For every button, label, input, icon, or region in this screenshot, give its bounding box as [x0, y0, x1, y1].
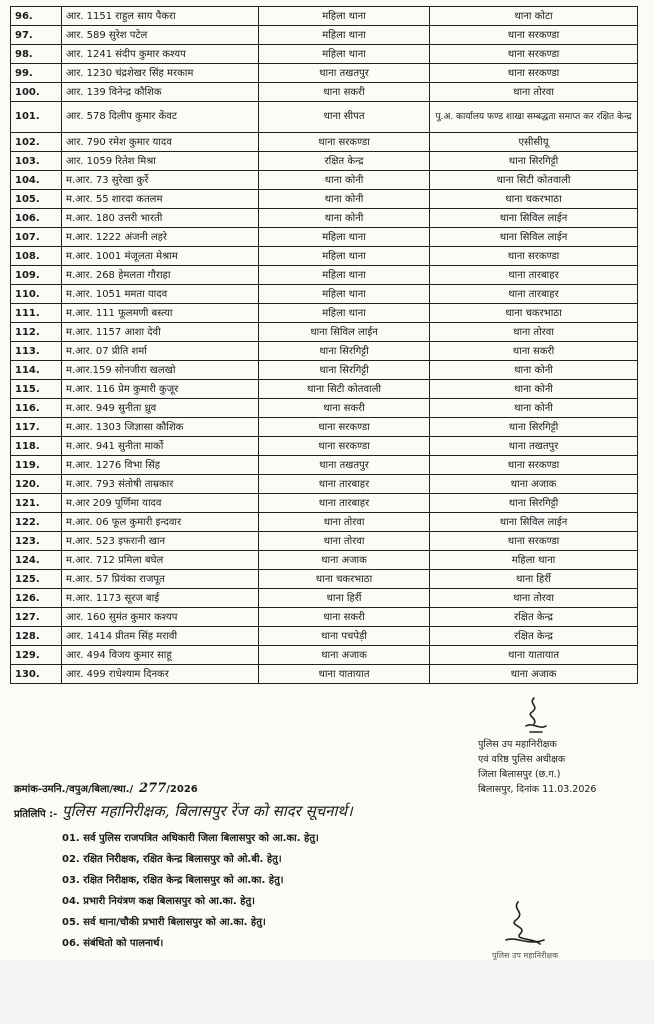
table-row [11, 475, 638, 494]
to-station-cell: थाना सिरगिट्टी [430, 494, 638, 513]
name-cell: आर. 589 सुरेश पटेल [62, 26, 259, 45]
serial-cell: 112. [11, 323, 62, 342]
to-station-cell: एसीसीयू [430, 133, 638, 152]
from-station-cell: महिला थाना [259, 266, 430, 285]
name-cell: आर. 499 राधेश्याम दिनकर [62, 665, 259, 684]
from-station-cell: थाना कोनी [259, 171, 430, 190]
table-row [11, 551, 638, 570]
to-station-cell: थाना कोटा [430, 7, 638, 26]
to-station-cell: थाना सिरगिट्टी [430, 152, 638, 171]
name-cell: म.आर. 116 प्रेम कुमारी कुजूर [62, 380, 259, 399]
table-row [11, 494, 638, 513]
name-cell: आर. 494 विजय कुमार साहू [62, 646, 259, 665]
to-station-cell: थाना अजाक [430, 665, 638, 684]
name-cell: आर. 1241 संदीप कुमार कश्यप [62, 45, 259, 64]
serial-cell: 118. [11, 437, 62, 456]
from-station-cell: थाना यातायात [259, 665, 430, 684]
distribution-item: 03. रक्षित निरीक्षक, रक्षित केन्द्र बिलासपुर को आ.का. हेतु। [62, 875, 284, 886]
from-station-cell: थाना चकरभाठा [259, 570, 430, 589]
from-station-cell: थाना तखतपुर [259, 456, 430, 475]
distribution-item: 05. सर्व थाना/चौकी प्रभारी बिलासपुर को आ.का. हेतु। [62, 917, 266, 928]
distribution-item: 01. सर्व पुलिस राजपत्रित अधिकारी जिला बिलासपुर को आ.का. हेतु। [62, 833, 319, 844]
from-station-cell: थाना सरकण्डा [259, 133, 430, 152]
to-station-cell: पु.अ. कार्यालय फण्ड शाखा सम्बद्धता समाप्त कर रक्षित केन्द्र [430, 102, 638, 133]
bottom-strip [0, 960, 654, 1024]
officer-line-1: पुलिस उप महानिरीक्षक [478, 739, 557, 750]
second-signature-mark [498, 900, 548, 948]
name-cell: म.आर. 268 हेमलता गौराहा [62, 266, 259, 285]
to-station-cell: थाना तोरवा [430, 323, 638, 342]
to-station-cell: थाना सरकण्डा [430, 26, 638, 45]
to-station-cell: रक्षित केन्द्र [430, 608, 638, 627]
to-station-cell: थाना तारबाहर [430, 266, 638, 285]
copy-label: प्रतिलिपि :- [14, 809, 58, 820]
table-row [11, 26, 638, 45]
serial-cell: 104. [11, 171, 62, 190]
reference-printed: क्रमांक-उमनि./वपुअ/बिला/स्था./ [14, 784, 134, 795]
table-row [11, 152, 638, 171]
serial-cell: 100. [11, 83, 62, 102]
reference-year: /2026 [166, 784, 198, 795]
footer-fragment: पुलिस उप महानिरीक्षक [492, 951, 559, 960]
to-station-cell: थाना सरकण्डा [430, 64, 638, 83]
name-cell: म.आर. 06 फूल कुमारी इन्दवार [62, 513, 259, 532]
table-row [11, 437, 638, 456]
to-station-cell: थाना सरकण्डा [430, 456, 638, 475]
serial-cell: 106. [11, 209, 62, 228]
table-row [11, 361, 638, 380]
name-cell: आर. 139 विनेन्द्र कौशिक [62, 83, 259, 102]
distribution-list [62, 828, 319, 954]
name-cell: आर. 1151 राहुल साय पैकरा [62, 7, 259, 26]
to-station-cell: थाना चकरभाठा [430, 304, 638, 323]
serial-cell: 111. [11, 304, 62, 323]
officer-line-4: बिलासपुर, दिनांक 11.03.2026 [478, 784, 597, 795]
name-cell: आर. 578 दिलीप कुमार केंवट [62, 102, 259, 133]
serial-cell: 107. [11, 228, 62, 247]
serial-cell: 103. [11, 152, 62, 171]
table-row [11, 266, 638, 285]
from-station-cell: महिला थाना [259, 45, 430, 64]
to-station-cell: थाना सिविल लाईन [430, 228, 638, 247]
to-station-cell: थाना सिविल लाईन [430, 209, 638, 228]
name-cell: म.आर. 180 उत्तरी भारती [62, 209, 259, 228]
serial-cell: 128. [11, 627, 62, 646]
table-row [11, 83, 638, 102]
reference-number [14, 781, 198, 796]
name-cell: म.आर. 1051 ममता यादव [62, 285, 259, 304]
to-station-cell: थाना सकरी [430, 342, 638, 361]
table-row [11, 380, 638, 399]
name-cell: आर. 160 सुमंत कुमार कश्यप [62, 608, 259, 627]
to-station-cell: थाना अजाक [430, 475, 638, 494]
from-station-cell: रक्षित केन्द्र [259, 152, 430, 171]
name-cell: आर. 1230 चंद्रशेखर सिंह मरकाम [62, 64, 259, 83]
serial-cell: 122. [11, 513, 62, 532]
table-row [11, 209, 638, 228]
serial-cell: 96. [11, 7, 62, 26]
from-station-cell: थाना सीपत [259, 102, 430, 133]
table-row [11, 456, 638, 475]
to-station-cell: थाना चकरभाठा [430, 190, 638, 209]
to-station-cell: थाना सरकण्डा [430, 45, 638, 64]
to-station-cell: थाना तखतपुर [430, 437, 638, 456]
table-row [11, 304, 638, 323]
table-row [11, 646, 638, 665]
serial-cell: 110. [11, 285, 62, 304]
serial-cell: 102. [11, 133, 62, 152]
serial-cell: 119. [11, 456, 62, 475]
table-row [11, 665, 638, 684]
from-station-cell: थाना सरकण्डा [259, 437, 430, 456]
name-cell: म.आर. 523 इफरानी खान [62, 532, 259, 551]
officer-line-3: जिला बिलासपुर (छ.ग.) [478, 769, 561, 780]
name-cell: म.आर. 1222 अंजनी लहरे [62, 228, 259, 247]
to-station-cell: थाना कोनी [430, 399, 638, 418]
table-row [11, 399, 638, 418]
serial-cell: 125. [11, 570, 62, 589]
to-station-cell: थाना यातायात [430, 646, 638, 665]
from-station-cell: थाना तखतपुर [259, 64, 430, 83]
serial-cell: 127. [11, 608, 62, 627]
from-station-cell: महिला थाना [259, 304, 430, 323]
transfer-table-body [11, 7, 638, 684]
name-cell: म.आर. 07 प्रीति शर्मा [62, 342, 259, 361]
name-cell: म.आर. 1276 विभा सिंह [62, 456, 259, 475]
to-station-cell: थाना सरकण्डा [430, 532, 638, 551]
serial-cell: 98. [11, 45, 62, 64]
from-station-cell: थाना सिविल लाईन [259, 323, 430, 342]
distribution-item: 06. संबंधितो को पालनार्थ। [62, 938, 164, 949]
to-station-cell: थाना कोनी [430, 380, 638, 399]
name-cell: म.आर. 55 शारदा कतलम [62, 190, 259, 209]
to-station-cell: थाना सिरगिट्टी [430, 418, 638, 437]
name-cell: म.आर. 111 फूलमणी बस्त्या [62, 304, 259, 323]
table-row [11, 133, 638, 152]
name-cell: म.आर 209 पूर्णिमा यादव [62, 494, 259, 513]
from-station-cell: महिला थाना [259, 285, 430, 304]
serial-cell: 101. [11, 102, 62, 133]
from-station-cell: थाना तोरवा [259, 532, 430, 551]
table-row [11, 342, 638, 361]
serial-cell: 114. [11, 361, 62, 380]
from-station-cell: थाना सिरगिट्टी [259, 361, 430, 380]
name-cell: आर. 1059 रितेश मिश्रा [62, 152, 259, 171]
from-station-cell: महिला थाना [259, 7, 430, 26]
name-cell: म.आर. 73 सुरेखा कुर्रे [62, 171, 259, 190]
table-row [11, 570, 638, 589]
serial-cell: 117. [11, 418, 62, 437]
from-station-cell: थाना सिरगिट्टी [259, 342, 430, 361]
table-row [11, 102, 638, 133]
table-row [11, 589, 638, 608]
from-station-cell: थाना तारबाहर [259, 475, 430, 494]
officer-line-2: एवं वरिष्ठ पुलिस अधीक्षक [478, 754, 566, 765]
name-cell: म.आर. 793 संतोषी ताम्रकार [62, 475, 259, 494]
serial-cell: 120. [11, 475, 62, 494]
table-row [11, 418, 638, 437]
distribution-item: 04. प्रभारी नियंत्रण कक्ष बिलासपुर को आ.का. हेतु। [62, 896, 255, 907]
serial-cell: 116. [11, 399, 62, 418]
name-cell: म.आर.159 सोनजीरा खलखो [62, 361, 259, 380]
table-row [11, 228, 638, 247]
serial-cell: 115. [11, 380, 62, 399]
from-station-cell: महिला थाना [259, 26, 430, 45]
table-row [11, 171, 638, 190]
table-row [11, 608, 638, 627]
table-row [11, 513, 638, 532]
name-cell: म.आर. 1157 आशा देवी [62, 323, 259, 342]
serial-cell: 121. [11, 494, 62, 513]
transfer-table [10, 6, 638, 684]
from-station-cell: थाना पचपेड़ी [259, 627, 430, 646]
serial-cell: 99. [11, 64, 62, 83]
to-station-cell: थाना कोनी [430, 361, 638, 380]
from-station-cell: महिला थाना [259, 228, 430, 247]
table-row [11, 64, 638, 83]
serial-cell: 113. [11, 342, 62, 361]
name-cell: आर. 1414 प्रीतम सिंह मरावी [62, 627, 259, 646]
name-cell: आर. 790 रमेश कुमार यादव [62, 133, 259, 152]
from-station-cell: थाना हिर्री [259, 589, 430, 608]
from-station-cell: महिला थाना [259, 247, 430, 266]
name-cell: म.आर. 949 सुनीता ध्रुव [62, 399, 259, 418]
to-station-cell: थाना सिटी कोतवाली [430, 171, 638, 190]
name-cell: म.आर. 57 प्रियंका राजपूत [62, 570, 259, 589]
serial-cell: 97. [11, 26, 62, 45]
table-row [11, 532, 638, 551]
copy-handwritten-note: पुलिस महानिरीक्षक, बिलासपुर रेंज को सादर सूचनार्थ। [62, 802, 353, 820]
name-cell: म.आर. 1173 सूरज बाई [62, 589, 259, 608]
table-row [11, 627, 638, 646]
to-station-cell: थाना सरकण्डा [430, 247, 638, 266]
from-station-cell: थाना सकरी [259, 83, 430, 102]
serial-cell: 109. [11, 266, 62, 285]
to-station-cell: थाना हिर्री [430, 570, 638, 589]
from-station-cell: थाना सिटी कोतवाली [259, 380, 430, 399]
table-row [11, 190, 638, 209]
serial-cell: 129. [11, 646, 62, 665]
to-station-cell: रक्षित केन्द्र [430, 627, 638, 646]
from-station-cell: थाना सरकण्डा [259, 418, 430, 437]
from-station-cell: थाना सकरी [259, 608, 430, 627]
name-cell: म.आर. 1303 जिज्ञासा कौशिक [62, 418, 259, 437]
serial-cell: 105. [11, 190, 62, 209]
from-station-cell: थाना कोनी [259, 209, 430, 228]
name-cell: म.आर. 941 सुनीता मार्को [62, 437, 259, 456]
reference-handwritten-number: 277 [139, 781, 167, 796]
table-row [11, 45, 638, 64]
to-station-cell: थाना तारबाहर [430, 285, 638, 304]
name-cell: म.आर. 1001 मंजूलता मेश्राम [62, 247, 259, 266]
table-row [11, 247, 638, 266]
from-station-cell: थाना तारबाहर [259, 494, 430, 513]
to-station-cell: थाना तोरवा [430, 589, 638, 608]
table-row [11, 285, 638, 304]
serial-cell: 108. [11, 247, 62, 266]
table-row [11, 323, 638, 342]
serial-cell: 124. [11, 551, 62, 570]
to-station-cell: महिला थाना [430, 551, 638, 570]
serial-cell: 130. [11, 665, 62, 684]
from-station-cell: थाना कोनी [259, 190, 430, 209]
serial-cell: 123. [11, 532, 62, 551]
name-cell: म.आर. 712 प्रमिला बघेल [62, 551, 259, 570]
officer-designation [478, 737, 648, 797]
to-station-cell: थाना सिविल लाईन [430, 513, 638, 532]
serial-cell: 126. [11, 589, 62, 608]
to-station-cell: थाना तोरवा [430, 83, 638, 102]
signature-mark [520, 696, 550, 736]
from-station-cell: थाना तोरवा [259, 513, 430, 532]
table-row [11, 7, 638, 26]
distribution-item: 02. रक्षित निरीक्षक, रक्षित केन्द्र बिलासपुर को ओ.बी. हेतु। [62, 854, 282, 865]
from-station-cell: थाना अजाक [259, 551, 430, 570]
from-station-cell: थाना सकरी [259, 399, 430, 418]
from-station-cell: थाना अजाक [259, 646, 430, 665]
